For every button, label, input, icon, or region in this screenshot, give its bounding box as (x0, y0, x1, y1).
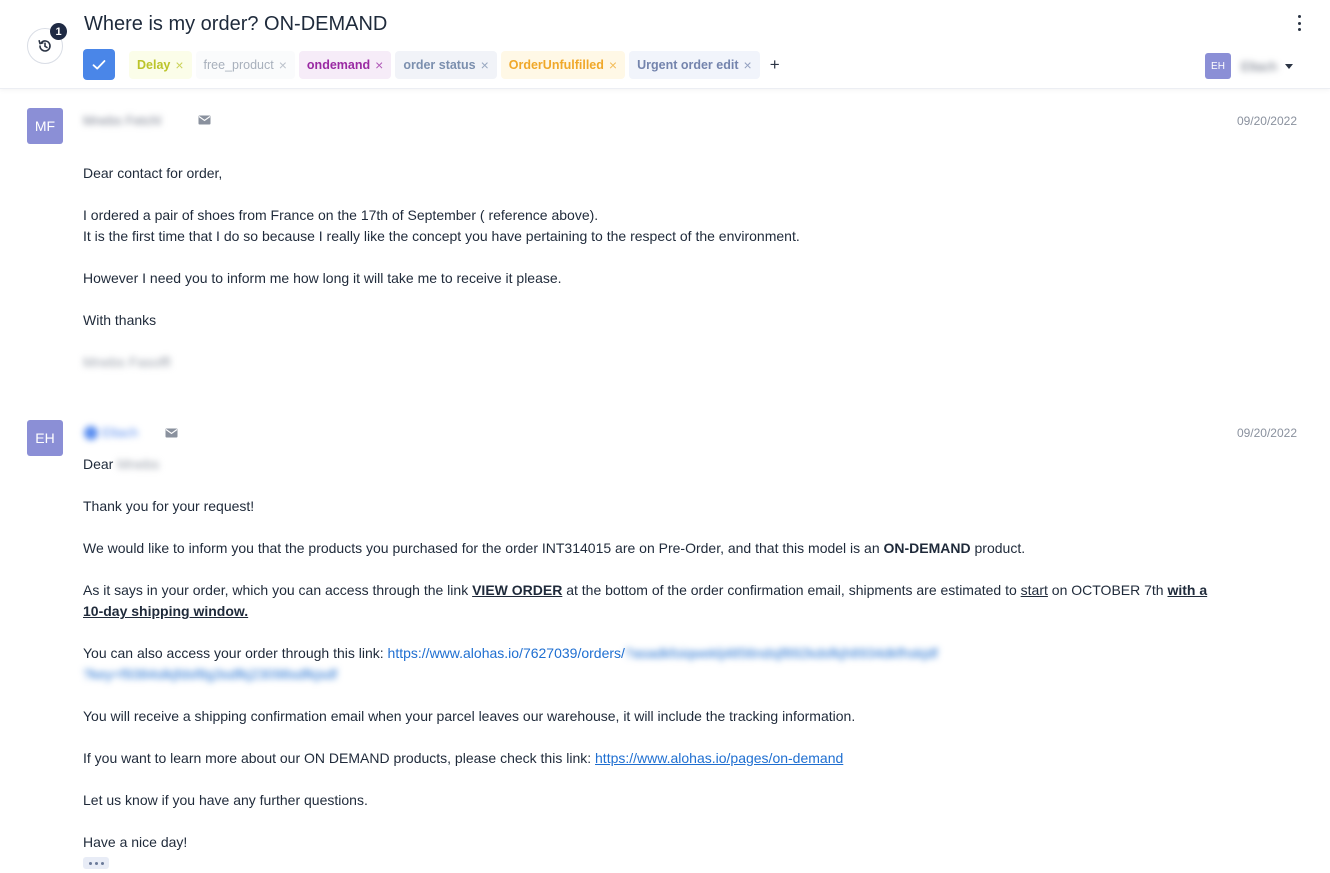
agent-status-icon (84, 426, 98, 440)
bold-underlined-text: 10-day shipping window. (83, 603, 249, 619)
on-demand-link[interactable]: https://www.alohas.io/pages/on-demand (595, 750, 844, 766)
tag-order-status[interactable] (395, 51, 496, 79)
message-line (83, 601, 248, 622)
bold-text: ON-DEMAND (883, 540, 971, 556)
message-line: Let us know if you have any further questions. (83, 792, 368, 808)
agent-avatar: EH (27, 420, 63, 456)
order-link[interactable]: https://www.alohas.io/7627039/orders/ (387, 645, 625, 661)
tag-label: free_product (203, 57, 274, 72)
ticket-title[interactable]: Where is my order? ON-DEMAND (84, 13, 388, 35)
message-date: 09/20/2022 (1236, 426, 1297, 440)
text-fragment: As it says in your order, which you can access through the link (83, 582, 473, 598)
message-line: Thank you for your request! (83, 498, 255, 514)
history-icon (37, 38, 53, 54)
message-line (83, 538, 1025, 559)
message-line: You will receive a shipping confirmation email when your parcel leaves our warehouse, it will include the tracking information. (83, 708, 856, 724)
tag-label: Delay (137, 57, 171, 72)
message-line: However I need you to inform me how long it will take me to receive it please. (83, 270, 562, 286)
message-line (83, 454, 159, 475)
message-date: 09/20/2022 (1236, 114, 1297, 128)
remove-tag-icon[interactable]: × (278, 56, 287, 73)
text-fragment: If you want to learn more about our ON DEMAND products, please check this link: (83, 750, 596, 766)
message-line: Have a nice day! (83, 834, 188, 850)
checkmark-icon (92, 59, 106, 71)
tag-label: order status (403, 57, 476, 72)
text-fragment: You can also access your order through this link: (83, 645, 388, 661)
tag-bar (83, 49, 780, 80)
message-sender[interactable]: Eltach (102, 425, 139, 440)
message-line (83, 580, 1207, 601)
chevron-down-icon (1285, 64, 1293, 69)
tag-order-unfulfilled[interactable] (501, 51, 625, 79)
remove-tag-icon[interactable]: × (608, 56, 618, 73)
message-line: Dear contact for order, (83, 165, 223, 181)
underlined-text: start (1020, 582, 1048, 598)
tag-ondemand[interactable] (299, 51, 391, 79)
email-icon (198, 115, 211, 125)
ticket-header (0, 0, 1330, 89)
assignee-avatar: EH (1205, 53, 1231, 79)
text-fragment: on OCTOBER 7th (1047, 582, 1168, 598)
message-line: I ordered a pair of shoes from France on the 17th of September ( reference above). (83, 207, 599, 223)
order-link-key[interactable]: ?key=f9384slkjfdsf8g3sdfkj23098sdfkjsdf (83, 666, 338, 682)
message-line (83, 664, 337, 685)
history-count-badge: 1 (50, 23, 67, 40)
assignee-dropdown[interactable] (1205, 53, 1293, 79)
message-sender[interactable]: Mnebs Fetchl (83, 113, 162, 128)
email-icon (165, 428, 178, 438)
order-link-query[interactable]: ?asadkfoiqweklj4856ndsjf892kdsfkjh8934dkfhskjdf (624, 645, 938, 661)
tag-label: OrderUnfulfilled (508, 57, 604, 72)
add-tag-button[interactable]: + (769, 54, 780, 74)
message-line (83, 748, 843, 769)
text-fragment: at the bottom of the order confirmation email, shipments are estimated to (562, 582, 1021, 598)
message-line: It is the first time that I do so because I really like the concept you have pertaining to the respect of the environment. (83, 228, 800, 244)
more-options-icon[interactable] (1292, 14, 1306, 32)
view-order-text: VIEW ORDER (472, 582, 563, 598)
tag-free-product[interactable] (196, 51, 295, 79)
text-fragment: product. (970, 540, 1026, 556)
bold-underlined-text: with a (1167, 582, 1208, 598)
message-line (83, 643, 938, 664)
tag-urgent-order-edit[interactable] (629, 51, 760, 79)
message-line: With thanks (83, 312, 157, 328)
text-fragment: We would like to inform you that the products you purchased for the order INT314015 are on Pre-Order, and that this model is an (83, 540, 884, 556)
remove-tag-icon[interactable]: × (175, 56, 184, 73)
tag-label: ondemand (306, 57, 371, 72)
assignee-name: Eltach (1241, 58, 1278, 74)
show-more-button[interactable] (83, 857, 109, 869)
customer-avatar: MF (27, 108, 63, 144)
remove-tag-icon[interactable]: × (480, 56, 489, 73)
remove-tag-icon[interactable]: × (743, 56, 752, 73)
greeting-text: Dear (83, 456, 114, 472)
remove-tag-icon[interactable]: × (375, 56, 384, 73)
tag-delay[interactable] (129, 51, 192, 79)
tag-label: Urgent order edit (637, 57, 739, 72)
message-signature: Mnebs Fasoffl (83, 354, 171, 370)
greeting-name: Mnebs (117, 456, 160, 472)
close-ticket-button[interactable] (83, 49, 115, 80)
